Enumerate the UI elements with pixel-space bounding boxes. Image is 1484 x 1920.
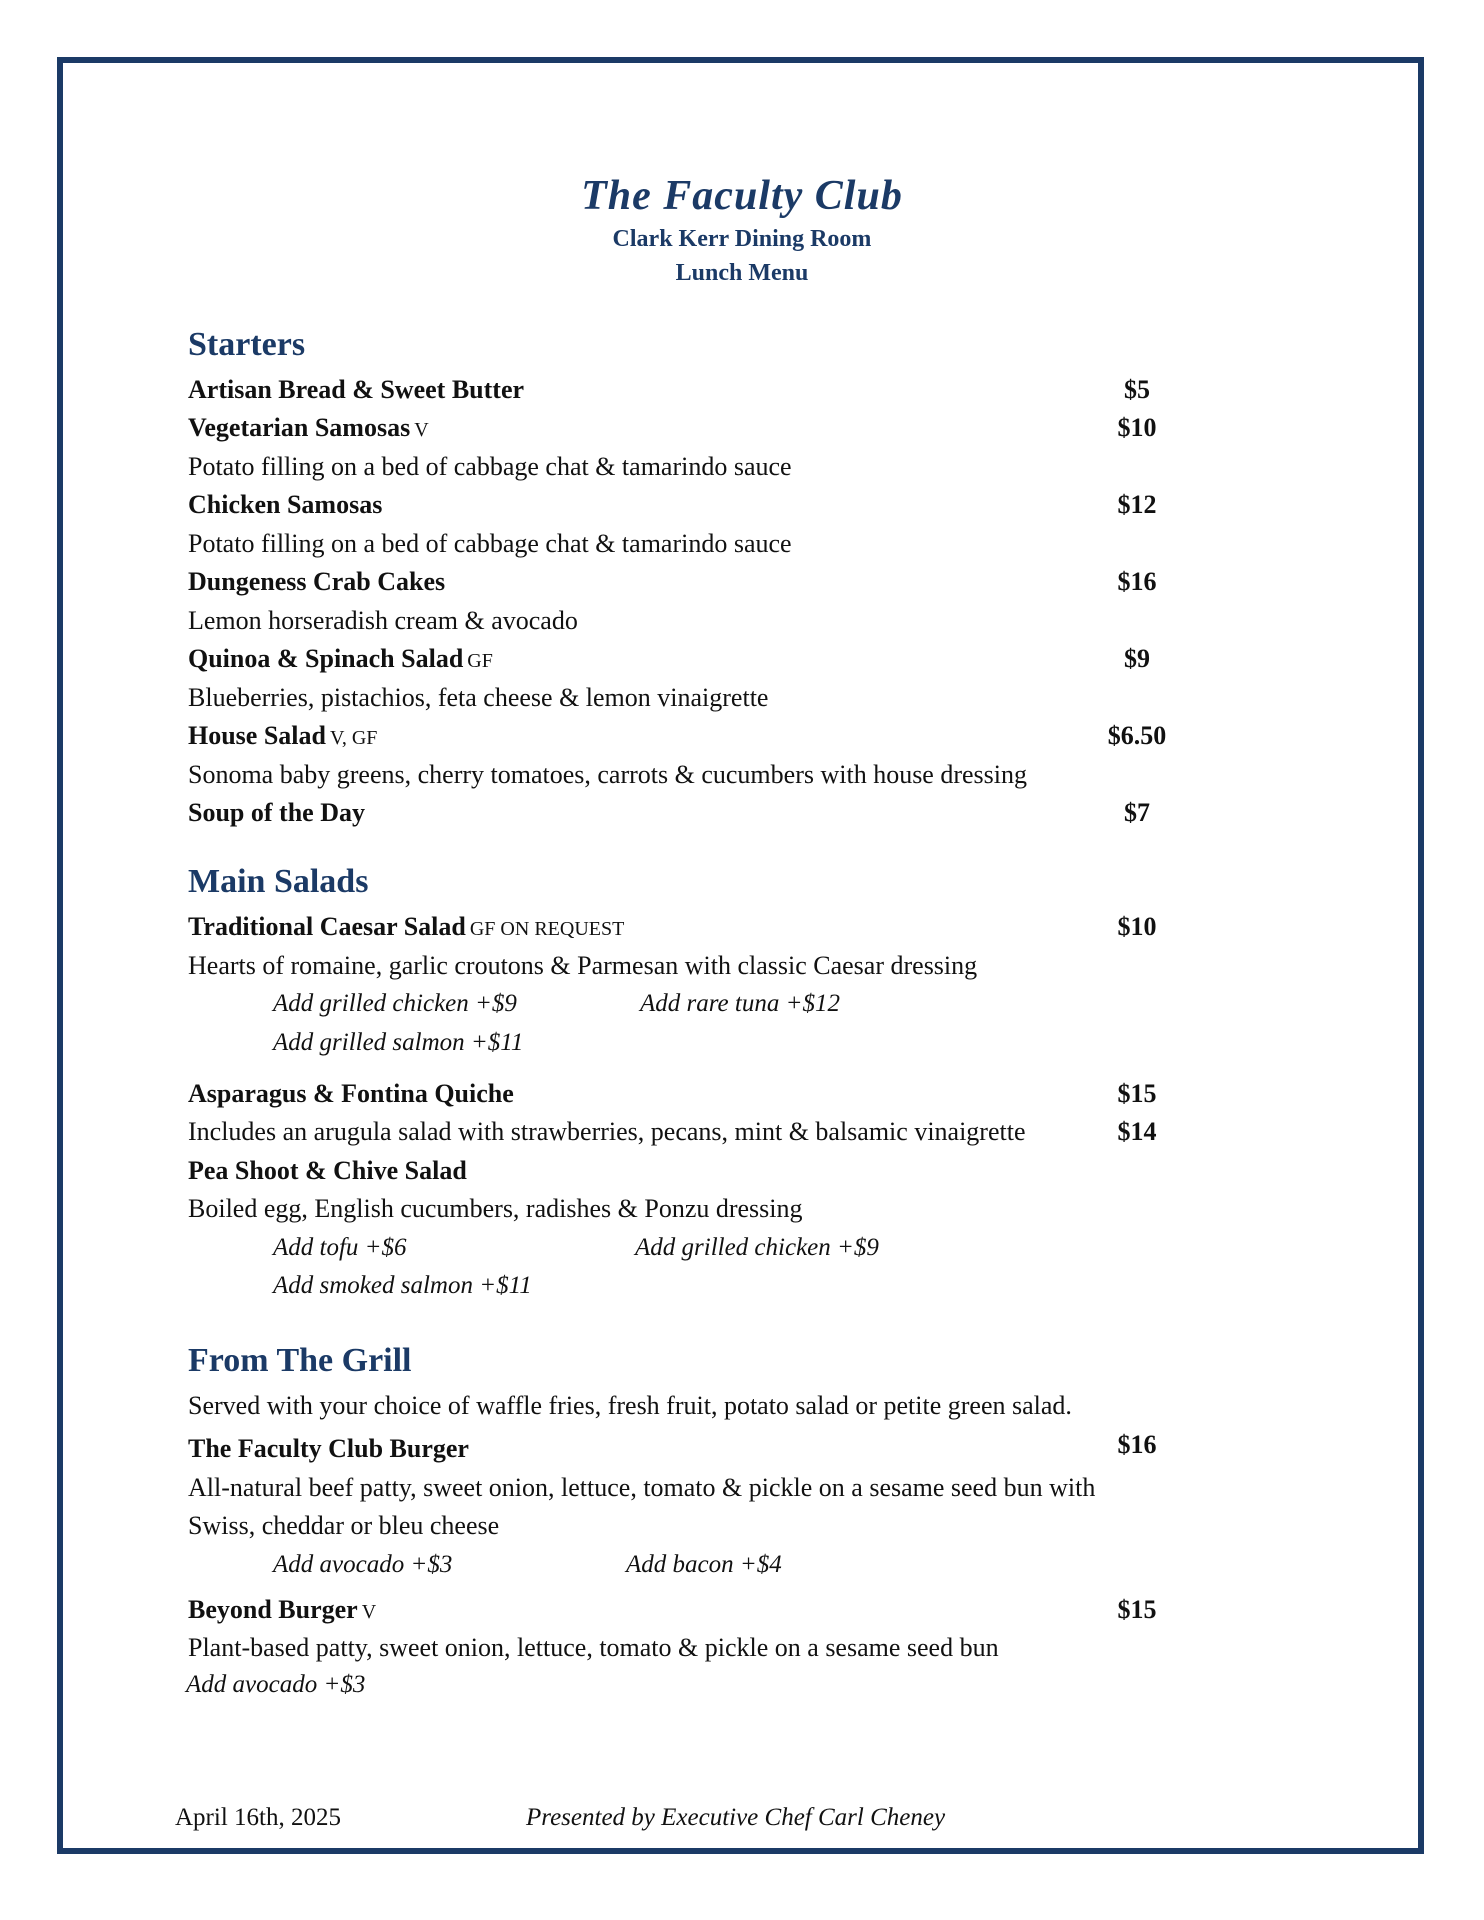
item-description: Blueberries, pistachios, feta cheese & lemon vinaigrette (188, 683, 769, 712)
item-price: $16 (1117, 1430, 1157, 1459)
dietary-tag: V, GF (330, 727, 378, 749)
addon-option: Add smoked salmon +$11 (273, 1272, 532, 1299)
item-name: Chicken Samosas (188, 490, 383, 519)
item-name: Dungeness Crab Cakes (188, 567, 446, 596)
item-name: Vegetarian Samosas (188, 413, 411, 442)
addon-option: Add tofu +$6 (273, 1234, 407, 1261)
dietary-tag: V (414, 419, 429, 441)
item-price: $9 (1124, 644, 1150, 673)
item-description: Includes an arugula salad with strawberries, pecans, mint & balsamic vinaigrette (188, 1117, 1026, 1146)
addon-option: Add bacon +$4 (626, 1551, 782, 1578)
addon-option: Add avocado +$3 (273, 1551, 453, 1578)
item-description: Swiss, cheddar or bleu cheese (188, 1511, 500, 1540)
item-name: Traditional Caesar Salad (188, 912, 466, 941)
addon-option: Add grilled chicken +$9 (635, 1234, 879, 1261)
item-description: Hearts of romaine, garlic croutons & Parmesan with classic Caesar dressing (188, 951, 978, 980)
dietary-tag: GF ON REQUEST (469, 918, 625, 940)
item-description: Sonoma baby greens, cherry tomatoes, carrots & cucumbers with house dressing (188, 760, 1028, 789)
item-name: Beyond Burger (188, 1595, 358, 1624)
item-price: $10 (1117, 413, 1157, 442)
section-heading-main-salads: Main Salads (188, 863, 369, 900)
item-price: $6.50 (1107, 721, 1167, 750)
dietary-tag: V (361, 1601, 377, 1623)
menu-date: April 16th, 2025 (175, 1804, 341, 1831)
section-heading-starters: Starters (188, 326, 306, 363)
section-heading-from-the-grill: From The Grill (188, 1342, 412, 1379)
item-price: $7 (1124, 798, 1150, 827)
item-name: Artisan Bread & Sweet Butter (188, 375, 525, 404)
item-description: Plant-based patty, sweet onion, lettuce, tomato & pickle on a sesame seed bun (188, 1633, 999, 1662)
chef-credit: Presented by Executive Chef Carl Cheney (526, 1804, 946, 1831)
section-intro: Served with your choice of waffle fries, fresh fruit, potato salad or petite green salad. (188, 1391, 1072, 1420)
dietary-tag: GF (467, 650, 493, 672)
item-price: $16 (1117, 567, 1157, 596)
item-price: $12 (1117, 490, 1157, 519)
item-name: The Faculty Club Burger (188, 1434, 469, 1463)
item-description: Potato filling on a bed of cabbage chat & tamarindo sauce (188, 529, 792, 558)
addon-option: Add rare tuna +$12 (640, 990, 840, 1017)
menu-name: Lunch Menu (675, 260, 809, 286)
item-name: Soup of the Day (188, 798, 365, 827)
item-name: Asparagus & Fontina Quiche (188, 1079, 514, 1108)
item-price: $15 (1117, 1595, 1157, 1624)
addon-option: Add grilled chicken +$9 (273, 990, 517, 1017)
item-price: $5 (1124, 375, 1150, 404)
item-name: House Salad (188, 721, 326, 750)
item-name: Pea Shoot & Chive Salad (188, 1156, 467, 1185)
club-title: The Faculty Club (581, 173, 903, 219)
dining-room-name: Clark Kerr Dining Room (612, 226, 872, 252)
item-name: Quinoa & Spinach Salad (188, 644, 464, 673)
item-description: All-natural beef patty, sweet onion, lettuce, tomato & pickle on a sesame seed bun with (188, 1473, 1096, 1502)
item-price: $10 (1117, 912, 1157, 941)
menu-item (188, 1153, 1288, 1189)
item-price: $15 (1117, 1079, 1157, 1108)
item-description: Potato filling on a bed of cabbage chat & tamarindo sauce (188, 452, 792, 481)
item-price: $14 (1117, 1117, 1157, 1146)
addon-option: Add grilled salmon +$11 (273, 1029, 524, 1056)
item-description: Lemon horseradish cream & avocado (188, 606, 578, 635)
addon-option: Add avocado +$3 (186, 1671, 366, 1698)
item-description: Boiled egg, English cucumbers, radishes & Ponzu dressing (188, 1194, 803, 1223)
